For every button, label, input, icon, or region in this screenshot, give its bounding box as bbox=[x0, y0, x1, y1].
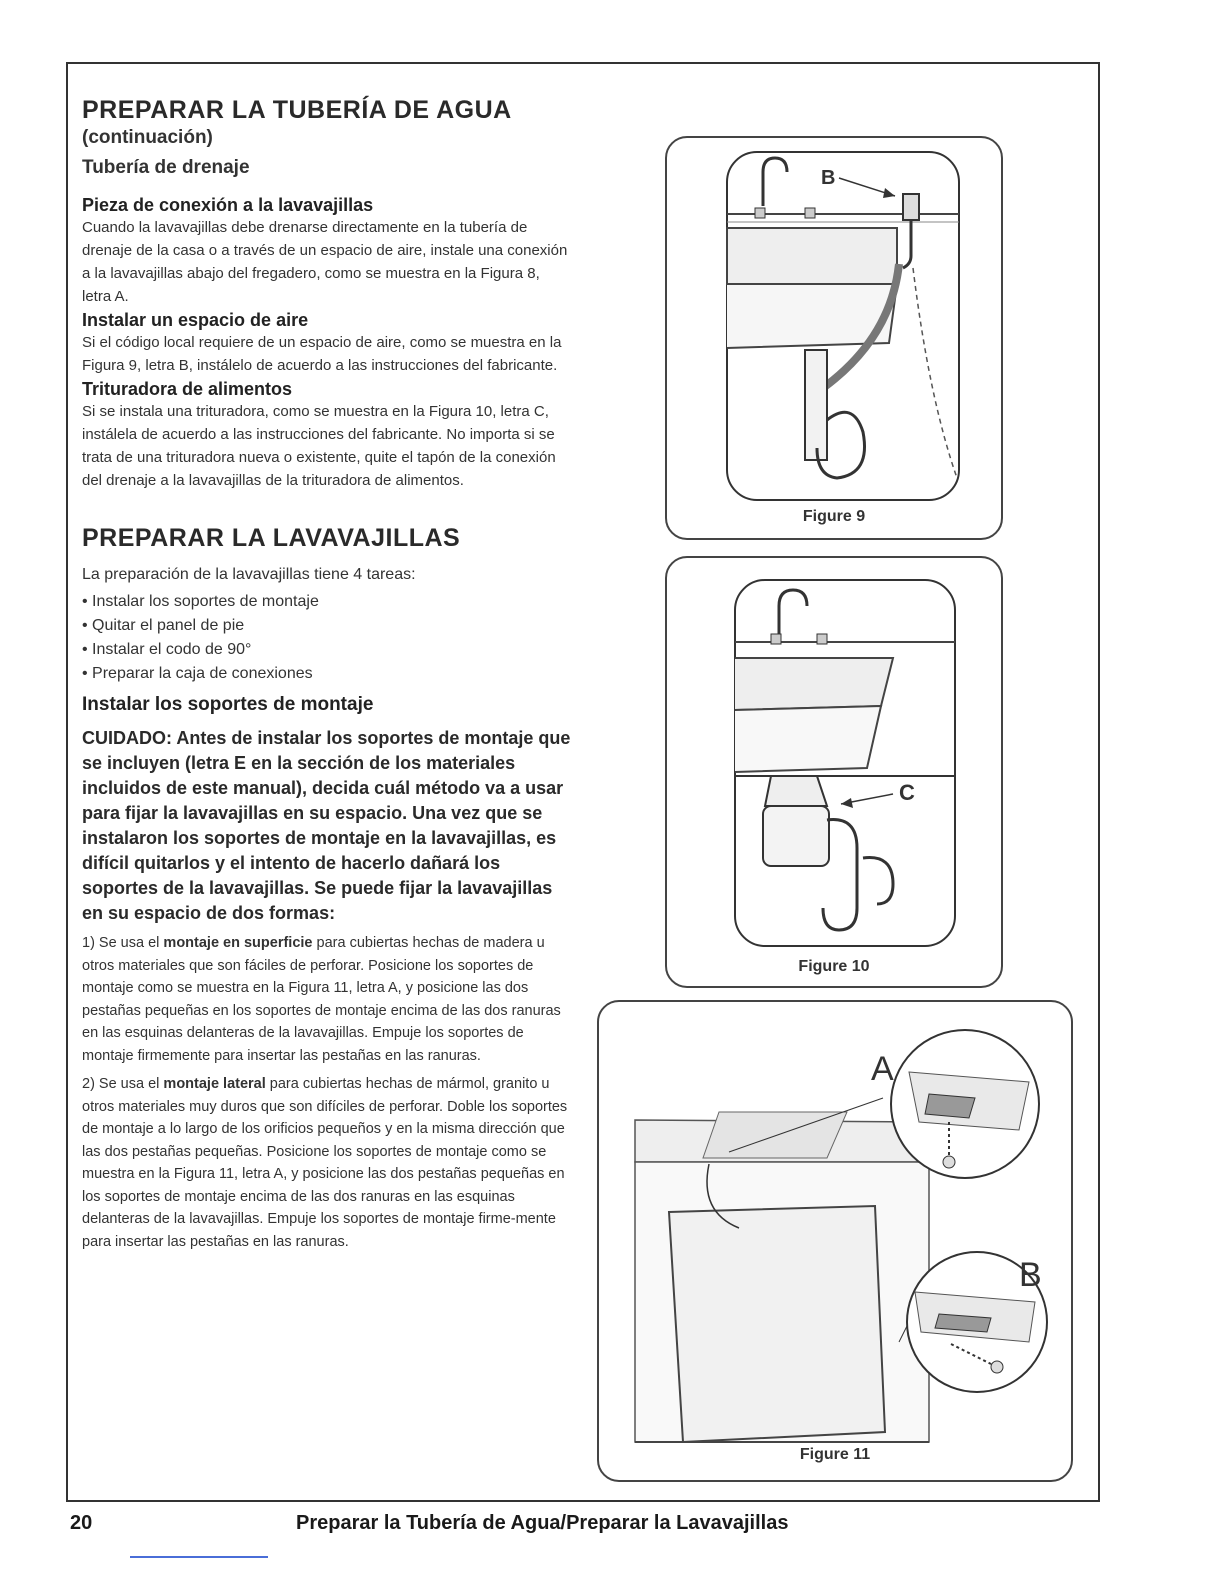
heading-drain-pipe: Tubería de drenaje bbox=[82, 157, 250, 178]
footer-title: Preparar la Tubería de Agua/Preparar la Lavavajillas bbox=[296, 1512, 789, 1534]
figure-11-label-b: B bbox=[1019, 1256, 1042, 1294]
task-item: • Preparar la caja de conexiones bbox=[82, 665, 313, 682]
figure-10-label-c: C bbox=[899, 780, 915, 805]
caution-paragraph: CUIDADO: Antes de instalar los soportes de montaje que se incluyen (letra E en la sección de los materiales incluidos de este manual), decida cuál método va a usar para fijar la lavavajillas en su espacio. Una vez que se instalaron los soportes de montaje en la lavavajillas, es difícil quitarlos y el intento de hacerlo dañará los soportes de la lavavajillas. Se puede fijar la lavavajillas en su espacio de dos formas: bbox=[82, 728, 571, 923]
figure-11 bbox=[597, 1000, 1073, 1482]
figure-9 bbox=[665, 136, 1003, 540]
option-side-mount: 2) Se usa el montaje lateral para cubiertas hechas de mármol, granito u otros materiales muy duros que son difíciles de perforar. Doble los soportes de montaje a lo largo de los orificios pequeños y en la misma dirección que las dos pestañas pequeñas. Posicione los soportes de montaje como se muestra en la Figura 11, letra A, y posicione las dos pestañas pequeñas en los soportes de montaje encima de las dos ranuras en las esquinas delanteras de la lavavajillas. Empuje los soportes de montaje firme-mente para insertar las pestañas en las ranuras. bbox=[82, 1076, 568, 1250]
paragraph-tasks-intro: La preparación de la lavavajillas tiene 4 tareas: bbox=[82, 566, 416, 583]
heading-mounting-brackets: Instalar los soportes de montaje bbox=[82, 694, 374, 715]
mounting-brackets-illustration bbox=[599, 1002, 1075, 1484]
paragraph-air-gap: Si el código local requiere de un espacio de aire, como se muestra en la Figura 9, letra B, instálelo de acuerdo a las instrucciones del fabricante. bbox=[82, 334, 562, 374]
air-gap-illustration bbox=[667, 138, 1005, 542]
task-item: • Instalar los soportes de montaje bbox=[82, 593, 319, 610]
section-title-dishwasher: PREPARAR LA LAVAVAJILLAS bbox=[82, 524, 461, 552]
page-number: 20 bbox=[70, 1512, 93, 1534]
heading-dishwasher-connector: Pieza de conexión a la lavavajillas bbox=[82, 195, 374, 215]
task-list bbox=[82, 590, 572, 686]
option-surface-mount: 1) Se usa el montaje en superficie para cubiertas hechas de madera u otros materiales que son fáciles de perforar. Posicione los soportes de montaje como se muestra en la Figura 11, letra A, y posicione las dos pestañas pequeñas en los soportes de montaje encima de las dos ranuras en las esquinas delanteras de la lavavajillas. Empuje los soportes de montaje firmemente para insertar las pestañas en las ranuras. bbox=[82, 935, 561, 1064]
paragraph-dishwasher-connector: Cuando la lavavajillas debe drenarse directamente en la tubería de drenaje de la casa o a través de un espacio de aire, instale una conexión a la lavavajillas abajo del fregadero, como se muestra en la Figura 8, letra A. bbox=[82, 219, 568, 305]
section-title-water-pipe: PREPARAR LA TUBERÍA DE AGUA bbox=[82, 96, 512, 124]
figure-11-caption: Figure 11 bbox=[799, 1446, 871, 1463]
figure-10 bbox=[665, 556, 1003, 988]
figure-10-caption: Figure 10 bbox=[798, 958, 870, 975]
task-item: • Instalar el codo de 90° bbox=[82, 641, 252, 658]
heading-food-disposer: Trituradora de alimentos bbox=[82, 379, 293, 399]
mounting-options bbox=[82, 932, 572, 1253]
paragraph-food-disposer: Si se instala una trituradora, como se muestra en la Figura 10, letra C, instálela de acuerdo a las instrucciones del fabricante. No importa si se trata de una trituradora nueva o existente, quite el tapón de la conexión del drenaje a la lavavajillas de la trituradora de alimentos. bbox=[82, 403, 556, 489]
bottom-underline bbox=[130, 1556, 268, 1558]
figure-9-caption: Figure 9 bbox=[802, 508, 866, 525]
task-item: • Quitar el panel de pie bbox=[82, 617, 245, 634]
figure-9-label-b: B bbox=[821, 167, 836, 189]
section-subtitle: (continuación) bbox=[82, 127, 213, 148]
heading-air-gap: Instalar un espacio de aire bbox=[82, 310, 309, 330]
main-text-column bbox=[82, 96, 572, 1259]
disposer-illustration bbox=[667, 558, 1005, 990]
figure-11-label-a: A bbox=[871, 1050, 894, 1088]
